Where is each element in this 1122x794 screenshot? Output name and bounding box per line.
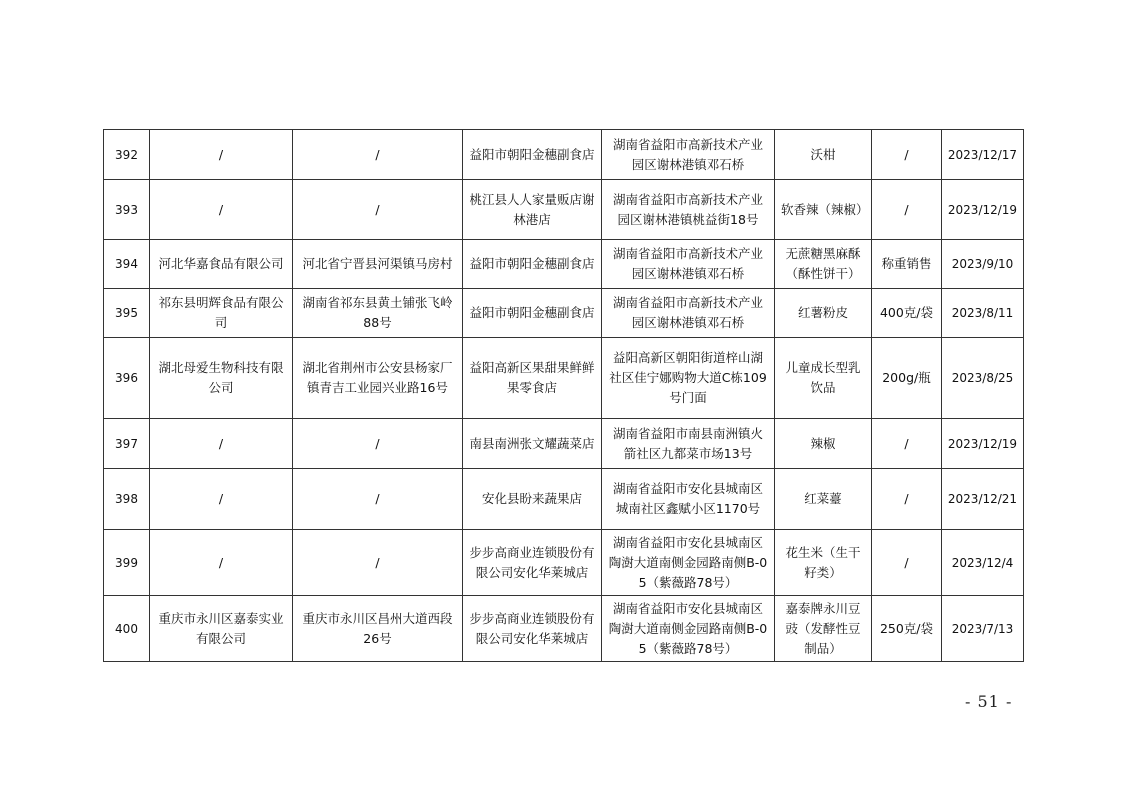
producer-name: / — [150, 530, 293, 596]
seller-address: 湖南省益阳市安化县城南区城南社区鑫赋小区1170号 — [602, 469, 775, 530]
production-date: 2023/8/25 — [942, 338, 1024, 419]
seller-address: 湖南省益阳市高新技术产业园区谢林港镇邓石桥 — [602, 240, 775, 289]
producer-name: / — [150, 180, 293, 240]
product-spec: / — [872, 180, 942, 240]
table-row — [104, 338, 1024, 419]
producer-address: 重庆市永川区昌州大道西段26号 — [293, 596, 463, 662]
product-name: 软香辣（辣椒） — [775, 180, 872, 240]
row-number: 394 — [104, 240, 150, 289]
row-number: 397 — [104, 419, 150, 469]
seller-name: 步步高商业连锁股份有限公司安化华莱城店 — [463, 530, 602, 596]
table-row — [104, 596, 1024, 662]
product-name: 嘉泰牌永川豆豉（发酵性豆制品） — [775, 596, 872, 662]
seller-name: 益阳市朝阳金穗副食店 — [463, 130, 602, 180]
seller-name: 安化县盼来蔬果店 — [463, 469, 602, 530]
product-name: 花生米（生干籽类） — [775, 530, 872, 596]
product-name: 红菜薹 — [775, 469, 872, 530]
product-spec: 250克/袋 — [872, 596, 942, 662]
production-date: 2023/12/21 — [942, 469, 1024, 530]
producer-address: 湖南省祁东县黄土铺张飞岭88号 — [293, 289, 463, 338]
production-date: 2023/8/11 — [942, 289, 1024, 338]
seller-address: 湖南省益阳市安化县城南区陶澍大道南侧金园路南侧B-05（紫薇路78号） — [602, 530, 775, 596]
table-row — [104, 130, 1024, 180]
seller-address: 湖南省益阳市高新技术产业园区谢林港镇邓石桥 — [602, 130, 775, 180]
row-number: 393 — [104, 180, 150, 240]
row-number: 396 — [104, 338, 150, 419]
production-date: 2023/12/4 — [942, 530, 1024, 596]
seller-address: 湖南省益阳市高新技术产业园区谢林港镇桃益街18号 — [602, 180, 775, 240]
producer-address: 河北省宁晋县河渠镇马房村 — [293, 240, 463, 289]
product-spec: 400克/袋 — [872, 289, 942, 338]
table-row — [104, 469, 1024, 530]
table-row — [104, 240, 1024, 289]
sampling-results-table — [103, 129, 1024, 662]
row-number: 392 — [104, 130, 150, 180]
producer-address: / — [293, 130, 463, 180]
product-name: 无蔗糖黑麻酥（酥性饼干） — [775, 240, 872, 289]
producer-address: / — [293, 419, 463, 469]
product-name: 沃柑 — [775, 130, 872, 180]
product-name: 辣椒 — [775, 419, 872, 469]
seller-name: 步步高商业连锁股份有限公司安化华莱城店 — [463, 596, 602, 662]
producer-name: 河北华嘉食品有限公司 — [150, 240, 293, 289]
row-number: 395 — [104, 289, 150, 338]
product-name: 儿童成长型乳饮品 — [775, 338, 872, 419]
page-number: - 51 - — [965, 692, 1013, 711]
seller-name: 益阳市朝阳金穗副食店 — [463, 289, 602, 338]
product-spec: / — [872, 530, 942, 596]
product-name: 红薯粉皮 — [775, 289, 872, 338]
seller-address: 湖南省益阳市安化县城南区陶澍大道南侧金园路南侧B-05（紫薇路78号） — [602, 596, 775, 662]
seller-address: 益阳高新区朝阳街道梓山湖社区佳宁娜购物大道C栋109号门面 — [602, 338, 775, 419]
producer-address: / — [293, 180, 463, 240]
producer-address: 湖北省荆州市公安县杨家厂镇青吉工业园兴业路16号 — [293, 338, 463, 419]
producer-name: 祁东县明辉食品有限公司 — [150, 289, 293, 338]
row-number: 399 — [104, 530, 150, 596]
table-row — [104, 419, 1024, 469]
product-spec: / — [872, 130, 942, 180]
production-date: 2023/12/19 — [942, 419, 1024, 469]
production-date: 2023/7/13 — [942, 596, 1024, 662]
product-spec: / — [872, 419, 942, 469]
production-date: 2023/9/10 — [942, 240, 1024, 289]
sampling-table-container — [103, 129, 1023, 662]
producer-name: / — [150, 469, 293, 530]
seller-name: 益阳高新区果甜果鲜鲜果零食店 — [463, 338, 602, 419]
producer-address: / — [293, 469, 463, 530]
seller-address: 湖南省益阳市高新技术产业园区谢林港镇邓石桥 — [602, 289, 775, 338]
production-date: 2023/12/19 — [942, 180, 1024, 240]
producer-address: / — [293, 530, 463, 596]
product-spec: 称重销售 — [872, 240, 942, 289]
row-number: 398 — [104, 469, 150, 530]
producer-name: 重庆市永川区嘉泰实业有限公司 — [150, 596, 293, 662]
producer-name: / — [150, 130, 293, 180]
table-row — [104, 530, 1024, 596]
product-spec: / — [872, 469, 942, 530]
seller-address: 湖南省益阳市南县南洲镇火箭社区九都菜市场13号 — [602, 419, 775, 469]
product-spec: 200g/瓶 — [872, 338, 942, 419]
table-row — [104, 289, 1024, 338]
producer-name: / — [150, 419, 293, 469]
production-date: 2023/12/17 — [942, 130, 1024, 180]
seller-name: 南县南洲张文耀蔬菜店 — [463, 419, 602, 469]
row-number: 400 — [104, 596, 150, 662]
producer-name: 湖北母爱生物科技有限公司 — [150, 338, 293, 419]
seller-name: 桃江县人人家量贩店谢林港店 — [463, 180, 602, 240]
table-row — [104, 180, 1024, 240]
seller-name: 益阳市朝阳金穗副食店 — [463, 240, 602, 289]
